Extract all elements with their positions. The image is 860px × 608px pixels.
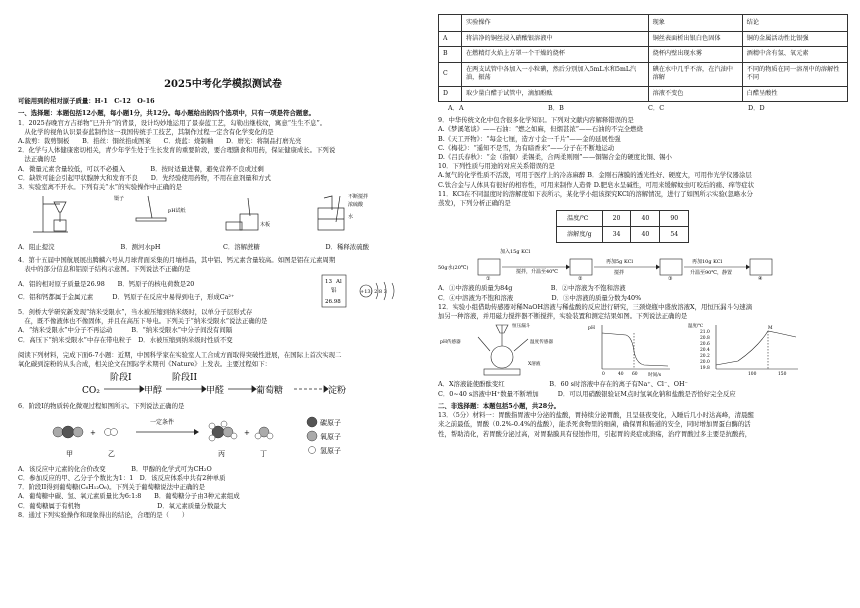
pathway-stage2: 阶段II — [172, 373, 198, 384]
al-shells: +13) 2 8 3 — [360, 289, 387, 296]
q13-line: 13．（5分）材料一：胃酸指胃液中分泌的盐酸，胃持续分泌胃酸，且呈昼夜变化，入睡后几小时达高峰，清晨醒 — [438, 411, 754, 420]
q10-line: 10．下列性质与用途的对应关系错误的是 — [438, 162, 555, 171]
time-tick: 0 — [602, 372, 605, 378]
q11-option: C．④中溶液为不饱和溶液 D．③中溶液的质量分数为40% — [438, 293, 642, 302]
temp-tick: 20.6 — [700, 342, 710, 348]
q11-add3: 再加10g KCl — [692, 259, 723, 266]
q11-water: 50g水(20℃) — [438, 265, 469, 272]
time-tick: 150 — [778, 372, 787, 378]
table-header: 实验操作 — [462, 15, 649, 32]
q6-label-yi: 乙 — [108, 449, 115, 458]
table-cell: 将洁净的铜丝浸入硝酸银溶液中 — [462, 32, 649, 47]
pathway-co2: CO₂ — [82, 386, 100, 397]
q9-line: B.《天工开物》：“每金七厘，造方寸金一千片”——金的延展性强 — [438, 134, 621, 143]
time-tick: 60 — [632, 372, 638, 378]
q6-label-bing: 丙 — [218, 449, 225, 458]
q11-experiment-figure — [438, 245, 848, 281]
pathway-aldehyde: 甲醛 — [206, 386, 225, 397]
q8-options — [448, 104, 848, 113]
table-row — [439, 86, 848, 101]
kcl-temp: 20 — [602, 211, 631, 227]
table-row — [439, 47, 848, 62]
kcl-temp-label: 温度/℃ — [557, 211, 603, 227]
passage-line: 氧化碳到淀粉的从头合成，相关论文在国际学术期刊《Nature》上发表。主要过程如下： — [18, 360, 271, 369]
q5-line: 5．剑桥大学研究新发现“纳米受限水”，当水被压缩到纳米级时，以单分子层形式存 — [18, 308, 253, 317]
exam-title: 2025中考化学模拟测试卷 — [164, 79, 282, 90]
table-header: 现象 — [648, 15, 742, 32]
q8-experiment-table — [438, 14, 848, 102]
table-cell: 在燃精灯火焰上方罩一个干燥的烧杯 — [462, 47, 649, 62]
q12-point-m: M — [768, 326, 773, 332]
q11-step1: 搅拌，升温至40℃ — [516, 269, 558, 276]
table-cell: 在两支试管中各加入一小粒碘，然后分别加入5mL水和5mL汽油，振荡 — [462, 62, 649, 86]
q4-line: 表中的部分信息和铝原子结构示意图。下列说法不正确的是 — [18, 264, 191, 273]
q8-stem: 8．通过下列实验操作和现象得出的结论，合理的是（ ） — [18, 510, 189, 519]
q11-add2: 再加5g KCl — [606, 259, 633, 266]
table-cell: 酒精中含有氢、氧元素 — [742, 47, 847, 62]
temp-tick: 21.0 — [700, 330, 710, 336]
q11-label: ③ — [668, 276, 673, 282]
q12-sensor-figure — [438, 321, 848, 377]
legend-hydrogen: 氢原子 — [320, 446, 341, 455]
q3-option-a: A．阻止提浣 — [18, 243, 55, 252]
q11-add1: 加入15g KCl — [500, 249, 531, 256]
kcl-sol-label: 溶解度/g — [557, 227, 603, 243]
table-cell: 烧杯内壁出现水雾 — [648, 47, 742, 62]
q12-time-axis: 时间/s — [648, 373, 662, 378]
q3-label-stir: 不断搅拌 — [348, 194, 369, 201]
table-cell: 白醋呈酸性 — [742, 86, 847, 101]
q11-step2: 搅拌 — [614, 270, 625, 277]
legend-oxygen: 氧原子 — [320, 432, 341, 441]
pathway-methanol: 甲醇 — [144, 386, 163, 397]
q12-funnel: 恒压漏斗 — [512, 324, 531, 330]
legend-carbon: 碳原子 — [320, 418, 341, 427]
q4-option-cd: C．铝和钙都属于金属元素 D．钙原子在反应中易得到电子，形成Ca²⁺ — [18, 292, 235, 301]
q12-ph-sensor: pH传感器 — [440, 340, 461, 346]
q6-label-jia: 甲 — [66, 449, 73, 458]
al-number: 13 — [325, 279, 332, 286]
q4-body — [18, 274, 428, 308]
pathway-starch: 淀粉 — [328, 386, 347, 397]
q8-option-c: C．C — [648, 104, 665, 113]
q11-option: A．①中溶液的质量为84g B．②中溶液为不饱和溶液 — [438, 284, 626, 293]
temp-tick: 20.4 — [700, 348, 710, 354]
q1-options: A.裁剪：裁剪铜板 B．掐丝：铜丝掐成图案 C．烧蓝：烧制釉 D．磨光：将制品打磨光亮 — [18, 137, 302, 146]
kcl-solubility-table — [556, 210, 689, 243]
table-row — [439, 62, 848, 86]
q12-ph-axis: pH — [588, 326, 595, 332]
svg-text:+: + — [90, 428, 96, 437]
kcl-temp: 90 — [660, 211, 689, 227]
q9-line: D.《吕氏春秋》：“金（指铜）柔锡柔，合两柔则刚”——铜锡合金的硬度比铜、锡小 — [438, 153, 672, 162]
table-cell: B — [439, 47, 462, 62]
time-tick: 40 — [618, 372, 624, 378]
table-cell: C — [439, 62, 462, 86]
table-row — [439, 32, 848, 47]
q5-option: A．“纳米受限水”中分子不再运动 B．“纳米受限水”中分子间没有间隔 — [18, 326, 233, 335]
q6-molecular-reaction — [18, 412, 418, 462]
q5-line: 在，既不像液体也不像固体，并且在高压下导电。下列关于“纳米受限水”说法正确的是 — [18, 317, 268, 326]
q6-label-ding: 丁 — [260, 449, 267, 458]
q9-line: 9．中华传统文化中包含很多化学知识。下列对文献内容解释错误的是 — [438, 116, 634, 125]
q6-option: A．该反应中元素的化合价改变 B．甲醇的化学式可为CH₂O — [18, 464, 212, 473]
table-header — [439, 15, 462, 32]
q6-option: C．参加反应的甲、乙分子个数比为1：1 D．该反应体系中共有2种单质 — [18, 474, 226, 483]
table-cell: A — [439, 32, 462, 47]
q4-option-ab: A．铝的相对原子质量是26.98 B．钙原子的核电荷数是20 — [18, 280, 195, 289]
atomic-masses: 可能用到的相对原子质量：H-1 C-12 O-16 — [18, 97, 155, 106]
q13-line: 来之前最低，胃酸（0.2%-0.4%的盐酸），能杀死食物里的细菌，确保胃和肠道的安全，同时增加胃蛋白酶的活 — [438, 420, 751, 429]
q12-x: X溶液 — [528, 362, 541, 368]
q11-step3: 升温至90℃，静置 — [690, 270, 732, 277]
q7-option: C．葡萄糖属于有机物 D．氧元素质量分数最大 — [18, 501, 227, 510]
q3-label-ph-paper: pH试纸 — [168, 208, 186, 215]
q8-option-d: D．D — [748, 104, 765, 113]
q4-line: 4．第十五届中国航展展出腾麟六号从月球背面采集的月壤样品，其中铝、钙元素含量较高。如图是铝在元素周期 — [18, 255, 336, 264]
q8-option-b: B．B — [548, 104, 564, 113]
q3-option-c: C．溶解蔗糖 — [223, 243, 260, 252]
q12-line: 加另一种溶液，并用磁力搅拌器不断搅拌，实验装置和测定结果如图。下列说法正确的是 — [438, 312, 688, 321]
starch-synthesis-pathway — [18, 369, 418, 399]
section2-heading: 二、非选择题：本题包括5小题，共28分。 — [438, 401, 560, 410]
q11-line: 11．KCl在不同温度时的溶解度如下表所示，某化学小组该探究KCl的溶解情况，进行了如图所示实验(忽略水分 — [438, 189, 753, 198]
q11-label: ① — [486, 276, 491, 282]
table-header: 结论 — [742, 15, 847, 32]
q11-line: 蒸发)，下列分析正确的是 — [438, 199, 511, 208]
aluminium-element-figure — [318, 274, 418, 308]
q3-option-b: B．测河水pH — [120, 243, 161, 252]
q3-label-water: 水 — [348, 214, 354, 221]
al-mass: 26.98 — [325, 299, 341, 306]
table-cell: 铜丝表面析出银白色固体 — [648, 32, 742, 47]
q2-option: A．微量元素含量较低，可以不必摄入 B．按时适量进餐，避免营养不良或过剩 — [18, 164, 264, 173]
q3-label-board: 木板 — [260, 222, 271, 229]
q9-line: A.《梦溪笔谈》——石油：“燃之如麻，但烟甚浓”——石油的不完全燃烧 — [438, 125, 643, 134]
kcl-temp: 40 — [631, 211, 660, 227]
q3-label-acid: 浓硫酸 — [348, 202, 364, 209]
q2-line: 法正确的是 — [18, 155, 57, 164]
table-cell: 取少量白醋于试管中，滴加酚酞 — [462, 86, 649, 101]
q11-label: ④ — [758, 276, 763, 282]
q13-line: 性，帮助消化，若胃酸分泌过高，对胃黏膜具有侵蚀作用，引起胃的炎症或溃疡，治疗胃酸过多主要是抗酸药， — [438, 429, 752, 438]
q8-option-a: A．A — [448, 104, 464, 113]
pathway-stage1: 阶段I — [110, 373, 132, 384]
q12-option: C．0~40 s溶液中H⁺数量不断增加 D．可以用硝酸银验证M点时氢氧化钠和盐酸是否恰好完全反应 — [438, 389, 736, 398]
passage-line: 阅读下列材料，完成下面6-7小题：近期，中国科学家在实验室人工合成方面取得突破性进展，在国际上首次实现二 — [18, 350, 342, 359]
q5-option: C．高压下“纳米受限水”中存在带电粒子 D．水被压缩到纳米级时性质不变 — [18, 335, 233, 344]
al-symbol: Al — [336, 279, 342, 286]
q12-temp-sensor: 温度传感器 — [530, 340, 553, 346]
q7-stem: 7．阶段II得到葡萄糖(C₆H₁₂O₆)。下列关于葡萄糖说法中正确的是 — [18, 483, 206, 492]
q6-condition: 一定条件 — [150, 418, 175, 426]
q2-line: 2．化学与人体健康密切相关，青少年学生处于生长发育的重要阶段，要合理膳食和用药，保证健康成长。下列说 — [18, 146, 336, 155]
q10-line: A.氮气的化学性质不活泼，可用于医疗上的冷冻麻醉 B．金刚石薄膜的透光性好、硬度大，可用作光学仪器涂层 — [438, 171, 752, 180]
q12-line: 12．实验小组借助传感器对稀NaOH溶液与稀盐酸的反应进行研究，三颈烧瓶中盛放溶液X，用恒压漏斗匀速滴 — [438, 302, 753, 311]
q12-option: A．X溶液能使酚酞变红 B．60 s时溶液中存在的离子有Na⁺、Cl⁻、OH⁻ — [438, 380, 688, 389]
table-cell: D — [439, 86, 462, 101]
temp-tick: 20.2 — [700, 354, 710, 360]
q2-option: C．缺铁可能会引起甲状腺肿大和发育不良 D．先经验使用药物，不用在意剂量和方式 — [18, 173, 271, 182]
q6-stem: 6．阶段I的物质转化微观过程如图所示。下列说法正确的是 — [18, 402, 185, 411]
time-tick: 100 — [748, 372, 757, 378]
q11-label: ② — [578, 276, 583, 282]
q9-line: C.《梅花》：“遥知不是雪，为有暗香来”——分子在不断地运动 — [438, 143, 615, 152]
q3-label-tweezers: 镊子 — [114, 196, 125, 203]
q3-stem: 3．实验室离不开水。下列有关“水”的实验操作中正确的是 — [18, 183, 182, 192]
q7-option: A．葡萄糖中碳、氢、氧元素质量比为6:1:8 B．葡萄糖分子由3种元素组成 — [18, 492, 240, 501]
kcl-sol: 34 — [602, 227, 631, 243]
kcl-sol: 40 — [631, 227, 660, 243]
q3-apparatus-figure — [18, 192, 418, 240]
q12-temp-axis: 温度/℃ — [688, 324, 704, 330]
table-cell: 碘在水中几乎不溶，在汽油中溶解 — [648, 62, 742, 86]
al-name: 铝 — [331, 288, 337, 295]
q10-line: C.钛合金与人体具有很好的相容性，可用来制作人造骨 D.肥皂水呈碱性，可用来缓解蚊虫叮咬后的痛、痒等症状 — [438, 180, 755, 189]
kcl-sol: 54 — [660, 227, 689, 243]
q1-line: 从化学的视角认识景泰蓝制作这一我国传统手工技艺，其制作过程一定含有化学变化的是 — [18, 127, 274, 136]
q3-option-d: D．稀释浓硫酸 — [325, 243, 369, 252]
right-column — [438, 0, 848, 608]
pathway-glucose: 葡萄糖 — [256, 386, 284, 397]
q3-options — [18, 243, 428, 252]
table-cell: 溶液不变色 — [648, 86, 742, 101]
temp-tick: 20.8 — [700, 336, 710, 342]
svg-text:+: + — [244, 428, 250, 437]
section1-heading: 一、选择题：本题包括12小题，每小题1分，共12分。每小题给出的四个选项中，只有一项是符合题意。 — [18, 109, 316, 118]
table-cell: 铜的金属活动性比银强 — [742, 32, 847, 47]
left-column — [18, 0, 428, 608]
temp-tick: 19.8 — [700, 366, 710, 372]
temp-tick: 20.0 — [700, 360, 710, 366]
q1-line: 1．2025春晚官方吉祥物“巳升升”的背景，设计均妙地运用了景泰蓝工艺，勾勒出继枝纹，寓意“生生不息”。 — [18, 118, 327, 127]
table-cell: 不同的物质在同一溶剂中的溶解性不同 — [742, 62, 847, 86]
